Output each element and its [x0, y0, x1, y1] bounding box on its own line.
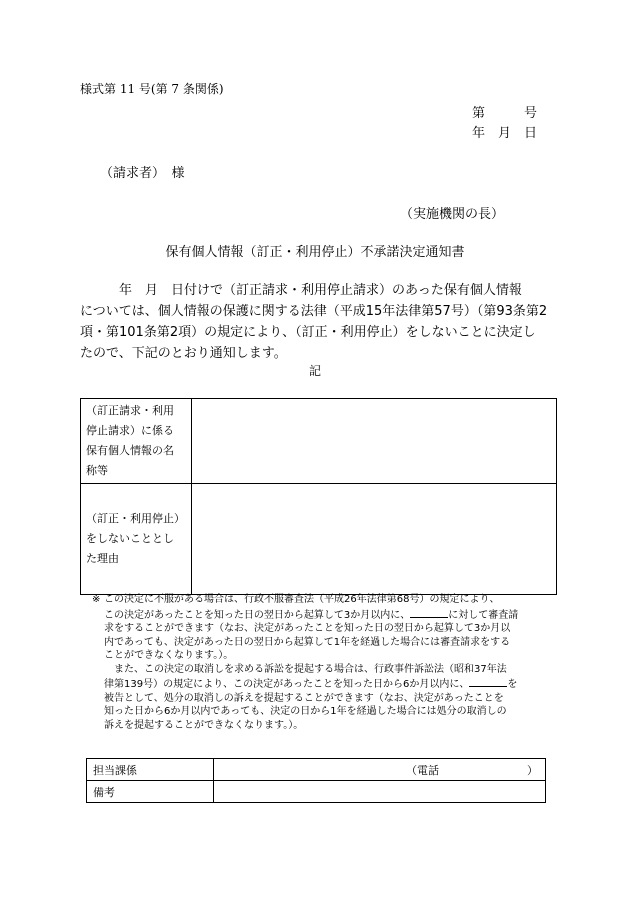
note-line: この決定があったことを知った日の翌日から起算して3か月以内に、 に対して審査請 [104, 607, 562, 623]
remarks-label: 備考 [87, 781, 214, 803]
staff-label: 担当課係 [87, 759, 214, 781]
document-title: 保有個人情報（訂正・利用停止）不承諾決定通知書 [165, 245, 465, 260]
body-line: たので、下記のとおり通知します。 [80, 346, 287, 361]
table-row [81, 484, 557, 595]
note-line: この決定に不服がある場合は、行政不服審査法（平成26年法律第68号）の規定により、 [104, 594, 500, 605]
body-line: 項・第101条第2項）の規定により、（訂正・利用停止）をしないことに決定し [80, 325, 536, 340]
note-line: 求をすることができます（なお、決定があったことを知った日の翌日から起算して3か月以 [104, 623, 511, 634]
ki-heading: 記 [308, 364, 321, 378]
note-paragraph-appeal [92, 593, 562, 663]
row-label [81, 484, 192, 595]
row-label-line: 保有個人情報の名 [86, 444, 174, 457]
sender: （実施機関の長） [400, 207, 505, 222]
table-row [87, 781, 546, 803]
row-value [192, 484, 557, 595]
note-line: 知った日から6か月以内であっても、決定の日から1年を経過した場合には処分の取消しの [104, 706, 507, 717]
row-label-line: をしないこととし [86, 532, 174, 545]
phone-text: （電話 ） [406, 763, 538, 777]
note-line: 被告として、処分の取消しの訴えを提起することができます（なお、決定があったことを [104, 692, 504, 704]
note-line: 内であっても、決定があった日の翌日から起算して1年を経過した場合には審査請求をする [104, 636, 511, 648]
note-line: ことができなくなります。）。 [104, 650, 234, 661]
note-paragraph-lawsuit [92, 663, 562, 733]
row-label-line: （訂正請求・利用 [86, 404, 174, 417]
blank-field [469, 676, 507, 687]
note-line: 訴えを提起することができなくなります。）。 [104, 719, 304, 731]
phone-cell [214, 759, 546, 781]
table-row [81, 399, 557, 484]
remarks-value [214, 781, 546, 803]
row-label-line: た理由 [86, 552, 119, 565]
body-text [80, 280, 555, 364]
body-line: 年 月 日付けで（訂正請求・利用停止請求）のあった保有個人情報 [80, 283, 522, 298]
row-value [192, 399, 557, 484]
blank-field [410, 607, 448, 618]
body-line: については、個人情報の保護に関する法律（平成15年法律第57号）（第93条第2 [80, 304, 548, 319]
row-label-line: 称等 [86, 464, 108, 477]
table-row [87, 759, 546, 781]
note-line: また、この決定の取消しを求める訴訟を提起する場合は、行政事件訴訟法（昭和37年法 [104, 663, 507, 675]
row-label-line: 停止請求）に係る [86, 424, 174, 437]
appeal-note [92, 593, 562, 732]
contact-table [86, 758, 546, 803]
document-number: 第 号 [472, 106, 538, 121]
form-number: 様式第 11 号(第 7 条関係) [80, 82, 224, 96]
note-mark: ※ [92, 594, 101, 605]
row-label [81, 399, 192, 484]
row-label-line: （訂正・利用停止） [86, 512, 185, 525]
addressee: （請求者） 様 [100, 166, 185, 181]
details-table [80, 398, 557, 595]
note-line: 律第139号）の規定により、この決定があったことを知った日から6か月以内に、 を [104, 676, 562, 692]
document-date: 年 月 日 [472, 126, 538, 141]
